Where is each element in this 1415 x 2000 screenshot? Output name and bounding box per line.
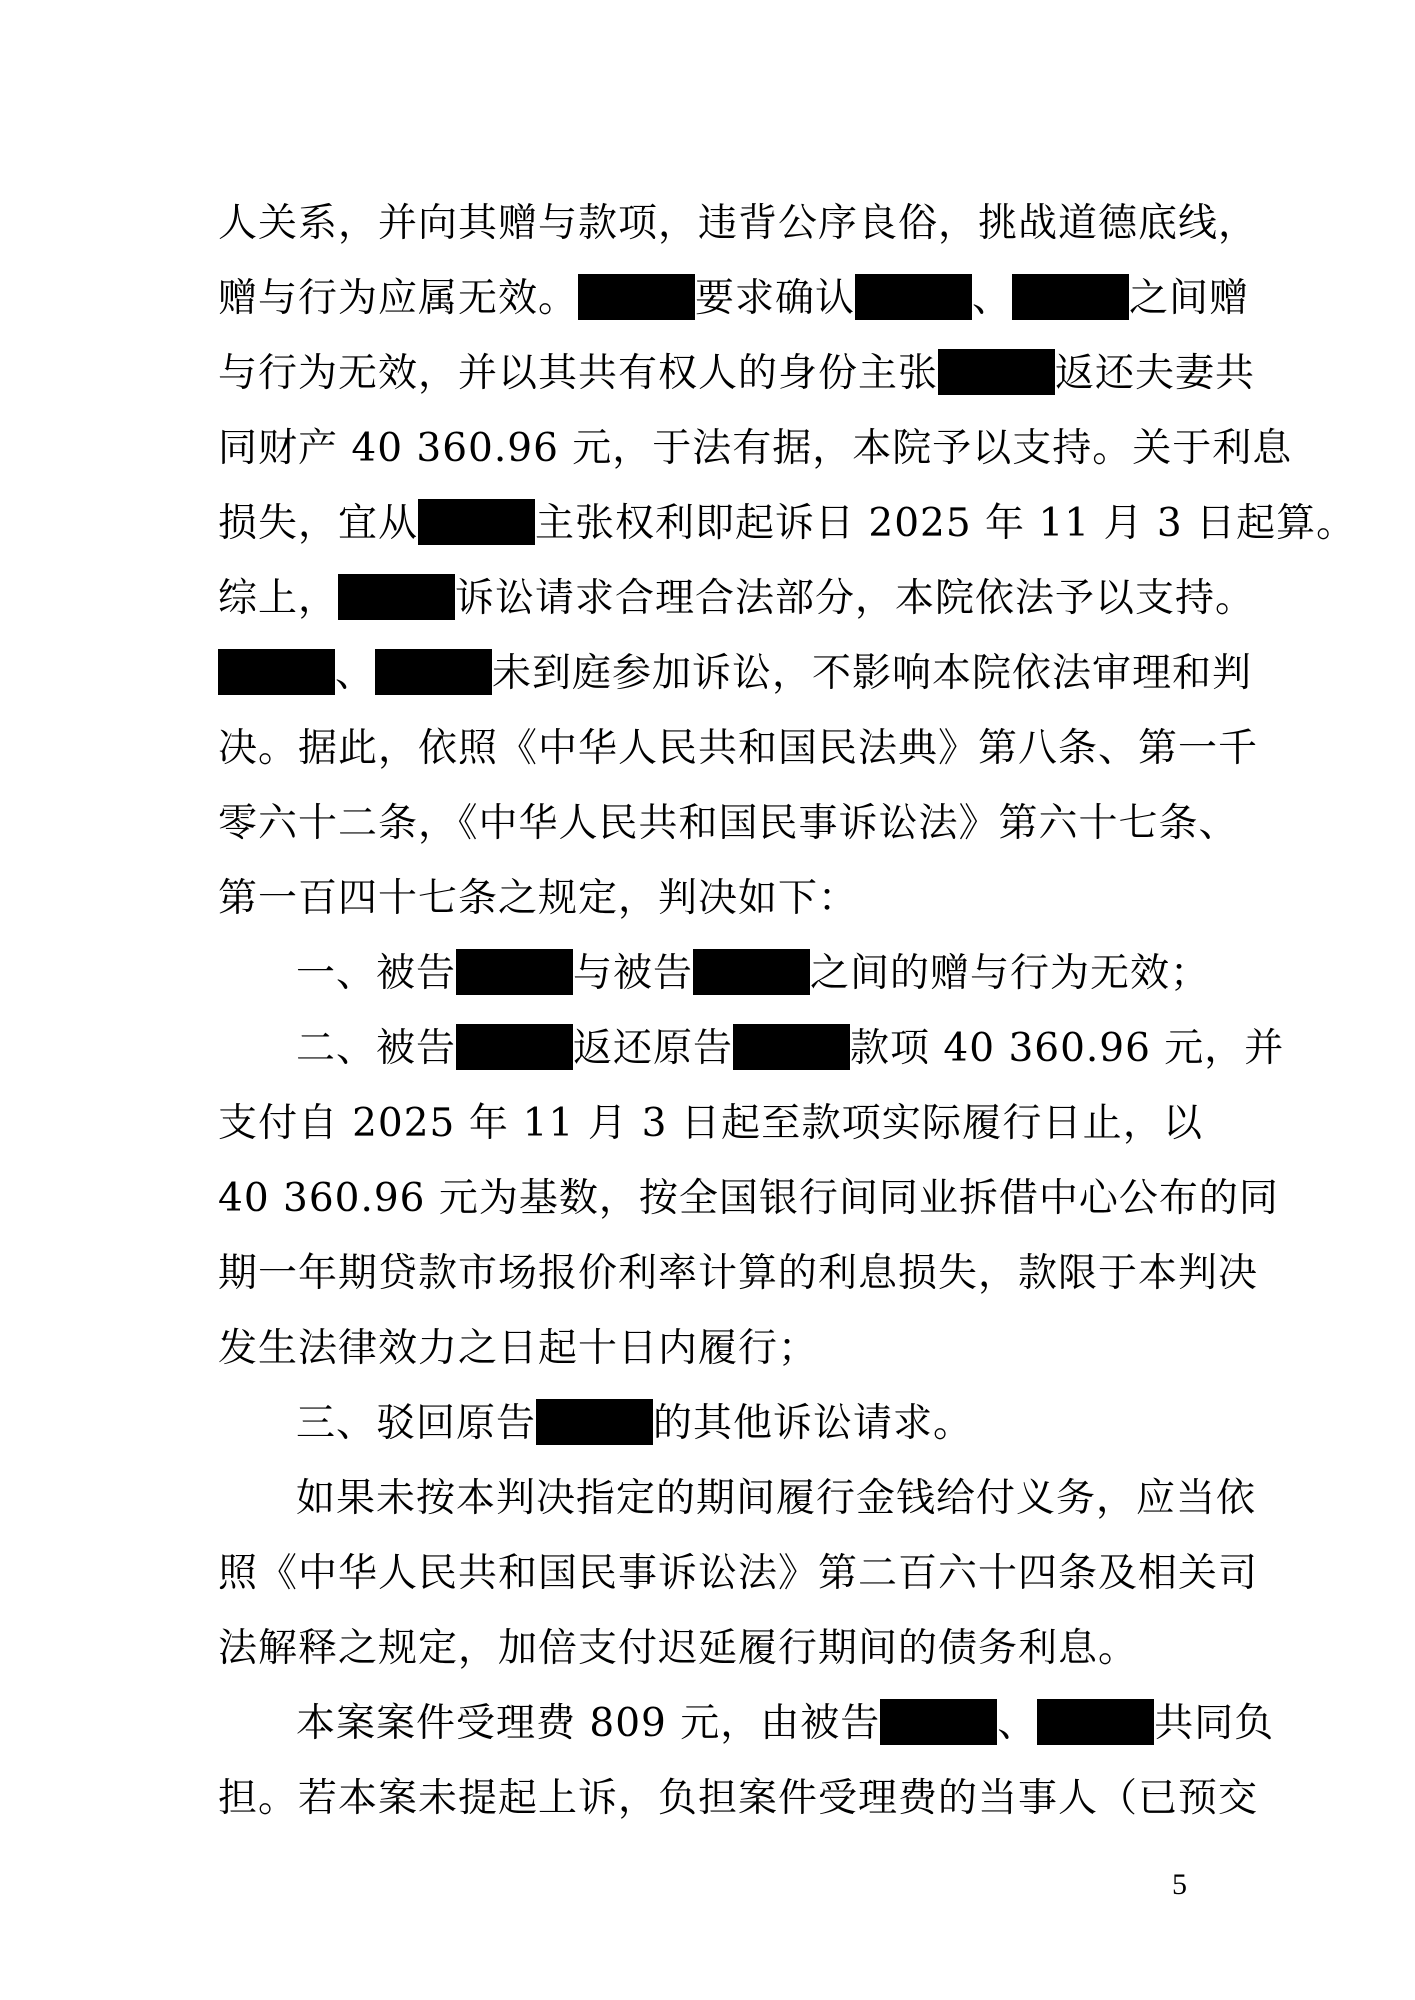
text-segment: 一、被告 <box>296 951 457 996</box>
text-segment: 与行为无效，并以其共有权人的身份主张 <box>218 351 939 396</box>
text-segment: 综上， <box>218 576 339 621</box>
text-segment: 主张权利即起诉日 2025 年 11 月 3 日起算。 <box>535 501 1357 546</box>
text-segment: 、 <box>972 276 1013 321</box>
text-line <box>218 411 1293 486</box>
text-segment: 期一年期贷款市场报价利率计算的利息损失，款限于本判决 <box>218 1251 1259 1296</box>
redaction-block <box>456 949 573 995</box>
text-line <box>218 861 1203 936</box>
text-line <box>218 636 1253 711</box>
text-line <box>218 1236 1259 1311</box>
text-segment: 损失，宜从 <box>218 501 419 546</box>
text-segment: 人关系，并向其赠与款项，违背公序良俗，挑战道德底线， <box>218 201 1259 246</box>
text-segment: 同财产 40 360.96 元，于法有据，本院予以支持。关于利息 <box>218 426 1293 471</box>
text-line <box>218 711 1259 786</box>
text-line <box>218 936 1211 1011</box>
text-line <box>218 1536 1259 1611</box>
redaction-block <box>456 1024 573 1070</box>
text-segment: 如果未按本判决指定的期间履行金钱给付义务，应当依 <box>296 1476 1257 1521</box>
text-line <box>218 561 1256 636</box>
text-segment: 支付自 2025 年 11 月 3 日起至款项实际履行日止，以 <box>218 1101 1203 1146</box>
text-line <box>218 1086 1203 1161</box>
text-segment: 共同负 <box>1154 1701 1275 1746</box>
text-line <box>218 1686 1275 1761</box>
redaction-block <box>855 274 972 320</box>
text-segment: 返还原告 <box>573 1026 734 1071</box>
text-line <box>218 1161 1279 1236</box>
text-segment: 的其他诉讼请求。 <box>653 1401 974 1446</box>
text-segment: 、 <box>997 1701 1038 1746</box>
redaction-block <box>578 274 695 320</box>
text-segment: 返还夫妻共 <box>1055 351 1256 396</box>
text-segment: 本案案件受理费 809 元，由被告 <box>296 1701 881 1746</box>
text-segment: 之间赠 <box>1129 276 1250 321</box>
text-segment: 法解释之规定，加倍支付迟延履行期间的债务利息。 <box>218 1626 1139 1671</box>
text-segment: 与被告 <box>573 951 694 996</box>
redaction-block <box>693 949 810 995</box>
text-line <box>218 786 1239 861</box>
redaction-block <box>938 349 1055 395</box>
text-line <box>218 1761 1259 1836</box>
redaction-block <box>338 574 455 620</box>
text-line <box>218 1311 1203 1386</box>
text-segment: 决。据此，依照《中华人民共和国民法典》第八条、第一千 <box>218 726 1259 771</box>
redaction-block <box>880 1699 997 1745</box>
redaction-block <box>375 649 492 695</box>
judgment-body-text <box>218 186 1357 1836</box>
text-line <box>218 1611 1203 1686</box>
text-segment: 发生法律效力之日起十日内履行； <box>218 1326 819 1371</box>
text-line <box>218 261 1250 336</box>
text-segment: 赠与行为应属无效。 <box>218 276 579 321</box>
text-line <box>218 1386 1203 1461</box>
text-segment: 三、驳回原告 <box>296 1401 537 1446</box>
page-number: 5 <box>1172 1868 1187 1901</box>
redaction-block <box>218 649 335 695</box>
text-segment: 照《中华人民共和国民事诉讼法》第二百六十四条及相关司 <box>218 1551 1259 1596</box>
text-line <box>218 1011 1285 1086</box>
text-segment: 诉讼请求合理合法部分，本院依法予以支持。 <box>455 576 1256 621</box>
text-line <box>218 186 1259 261</box>
text-segment: 、 <box>335 651 376 696</box>
text-segment: 要求确认 <box>695 276 856 321</box>
text-segment: 零六十二条，《中华人民共和国民事诉讼法》第六十七条、 <box>218 801 1239 846</box>
redaction-block <box>733 1024 850 1070</box>
text-segment: 第一百四十七条之规定，判决如下： <box>218 876 859 921</box>
redaction-block <box>1012 274 1129 320</box>
text-segment: 未到庭参加诉讼，不影响本院依法审理和判 <box>492 651 1253 696</box>
text-segment: 担。若本案未提起上诉，负担案件受理费的当事人（已预交 <box>218 1776 1259 1821</box>
text-segment: 之间的赠与行为无效； <box>810 951 1211 996</box>
redaction-block <box>1037 1699 1154 1745</box>
redaction-block <box>536 1399 653 1445</box>
text-segment: 40 360.96 元为基数，按全国银行间同业拆借中心公布的同 <box>218 1176 1279 1221</box>
text-line <box>218 1461 1257 1536</box>
text-segment: 款项 40 360.96 元，并 <box>850 1026 1285 1071</box>
text-line <box>218 486 1357 561</box>
text-segment: 二、被告 <box>296 1026 457 1071</box>
text-line <box>218 336 1256 411</box>
redaction-block <box>418 499 535 545</box>
